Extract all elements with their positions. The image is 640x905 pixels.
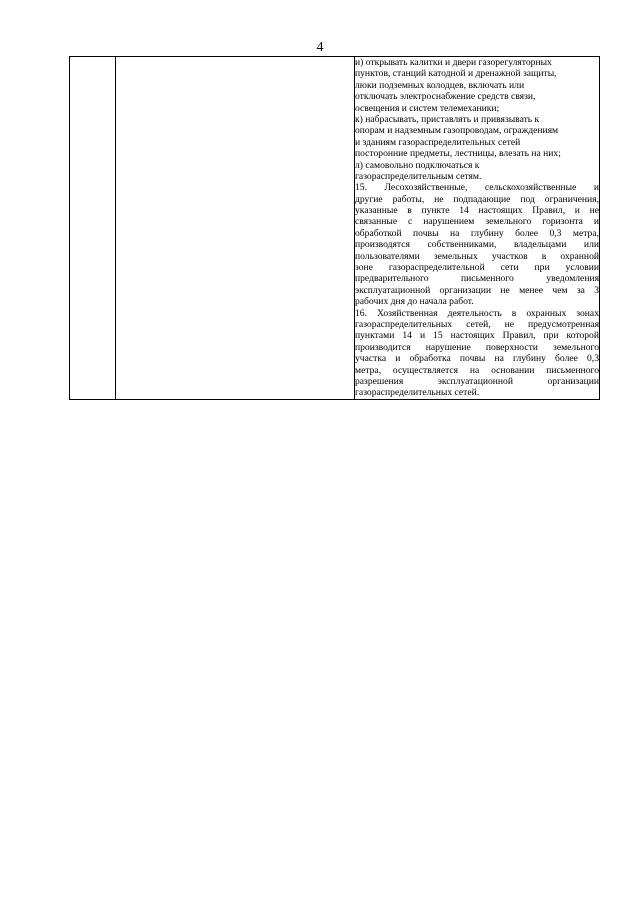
text-line: пользователями земельных участков в охранной xyxy=(355,250,599,262)
text-line: и) открывать калитки и двери газорегуляторных xyxy=(355,57,552,68)
table-cell-subject xyxy=(116,57,355,400)
text-line: люки подземных колодцев, включать или xyxy=(355,79,525,91)
text-line: разрешения эксплуатационной организации xyxy=(355,375,599,387)
text-line: опорам и надземным газопроводам, ограждениям xyxy=(355,125,559,137)
text-line: 15. Лесохозяйственные, сельскохозяйственные и xyxy=(355,182,599,194)
text-line: пунктов, станций катодной и дренажной защиты, xyxy=(355,68,557,80)
text-line: газораспределительным сетям. xyxy=(355,170,482,182)
page-number: 4 xyxy=(316,40,324,55)
text-line: газораспределительных сетей. xyxy=(355,387,480,399)
text-line: освещения и систем телемеханики; xyxy=(355,102,500,114)
text-line: зоне газораспределительной сети при условии xyxy=(355,262,599,274)
text-line: к) набрасывать, приставлять и привязывать к xyxy=(355,113,540,125)
table-row xyxy=(70,57,600,400)
text-line: связанные с нарушением земельного горизонта и xyxy=(355,216,599,228)
text-line: л) самовольно подключаться к xyxy=(355,159,480,171)
regulation-table xyxy=(69,56,600,400)
text-line: рабочих дня до начала работ. xyxy=(355,296,474,308)
text-line: эксплуатационной организации не менее чем за 3 xyxy=(355,284,599,296)
text-line: другие работы, не подпадающие под ограничения, xyxy=(355,193,599,205)
text-line: и зданиям газораспределительных сетей xyxy=(355,136,521,148)
text-line: обработкой почвы на глубину более 0,3 метра, xyxy=(355,227,599,239)
text-line: газораспределительных сетей, не предусмотренная xyxy=(355,318,599,330)
text-line: участка и обработка почвы на глубину более 0,3 xyxy=(355,353,599,365)
text-line: предварительного письменного уведомления xyxy=(355,273,599,285)
text-line: производится нарушение поверхности земельного xyxy=(355,341,599,353)
text-line: 16. Хозяйственная деятельность в охранных зонах xyxy=(355,307,599,319)
table-cell-number xyxy=(70,57,116,400)
table-cell-content xyxy=(355,57,600,400)
text-line: указанные в пункте 14 настоящих Правил, и не xyxy=(355,205,599,217)
content-text-block xyxy=(355,57,599,399)
text-line: отключать электроснабжение средств связи, xyxy=(355,91,536,103)
text-line: пунктами 14 и 15 настоящих Правил, при которой xyxy=(355,330,599,342)
text-line: производятся собственниками, владельцами или xyxy=(355,239,599,251)
text-line: посторонние предметы, лестницы, влезать на них; xyxy=(355,148,561,160)
text-line: метра, осуществляется на основании письменного xyxy=(355,364,599,376)
